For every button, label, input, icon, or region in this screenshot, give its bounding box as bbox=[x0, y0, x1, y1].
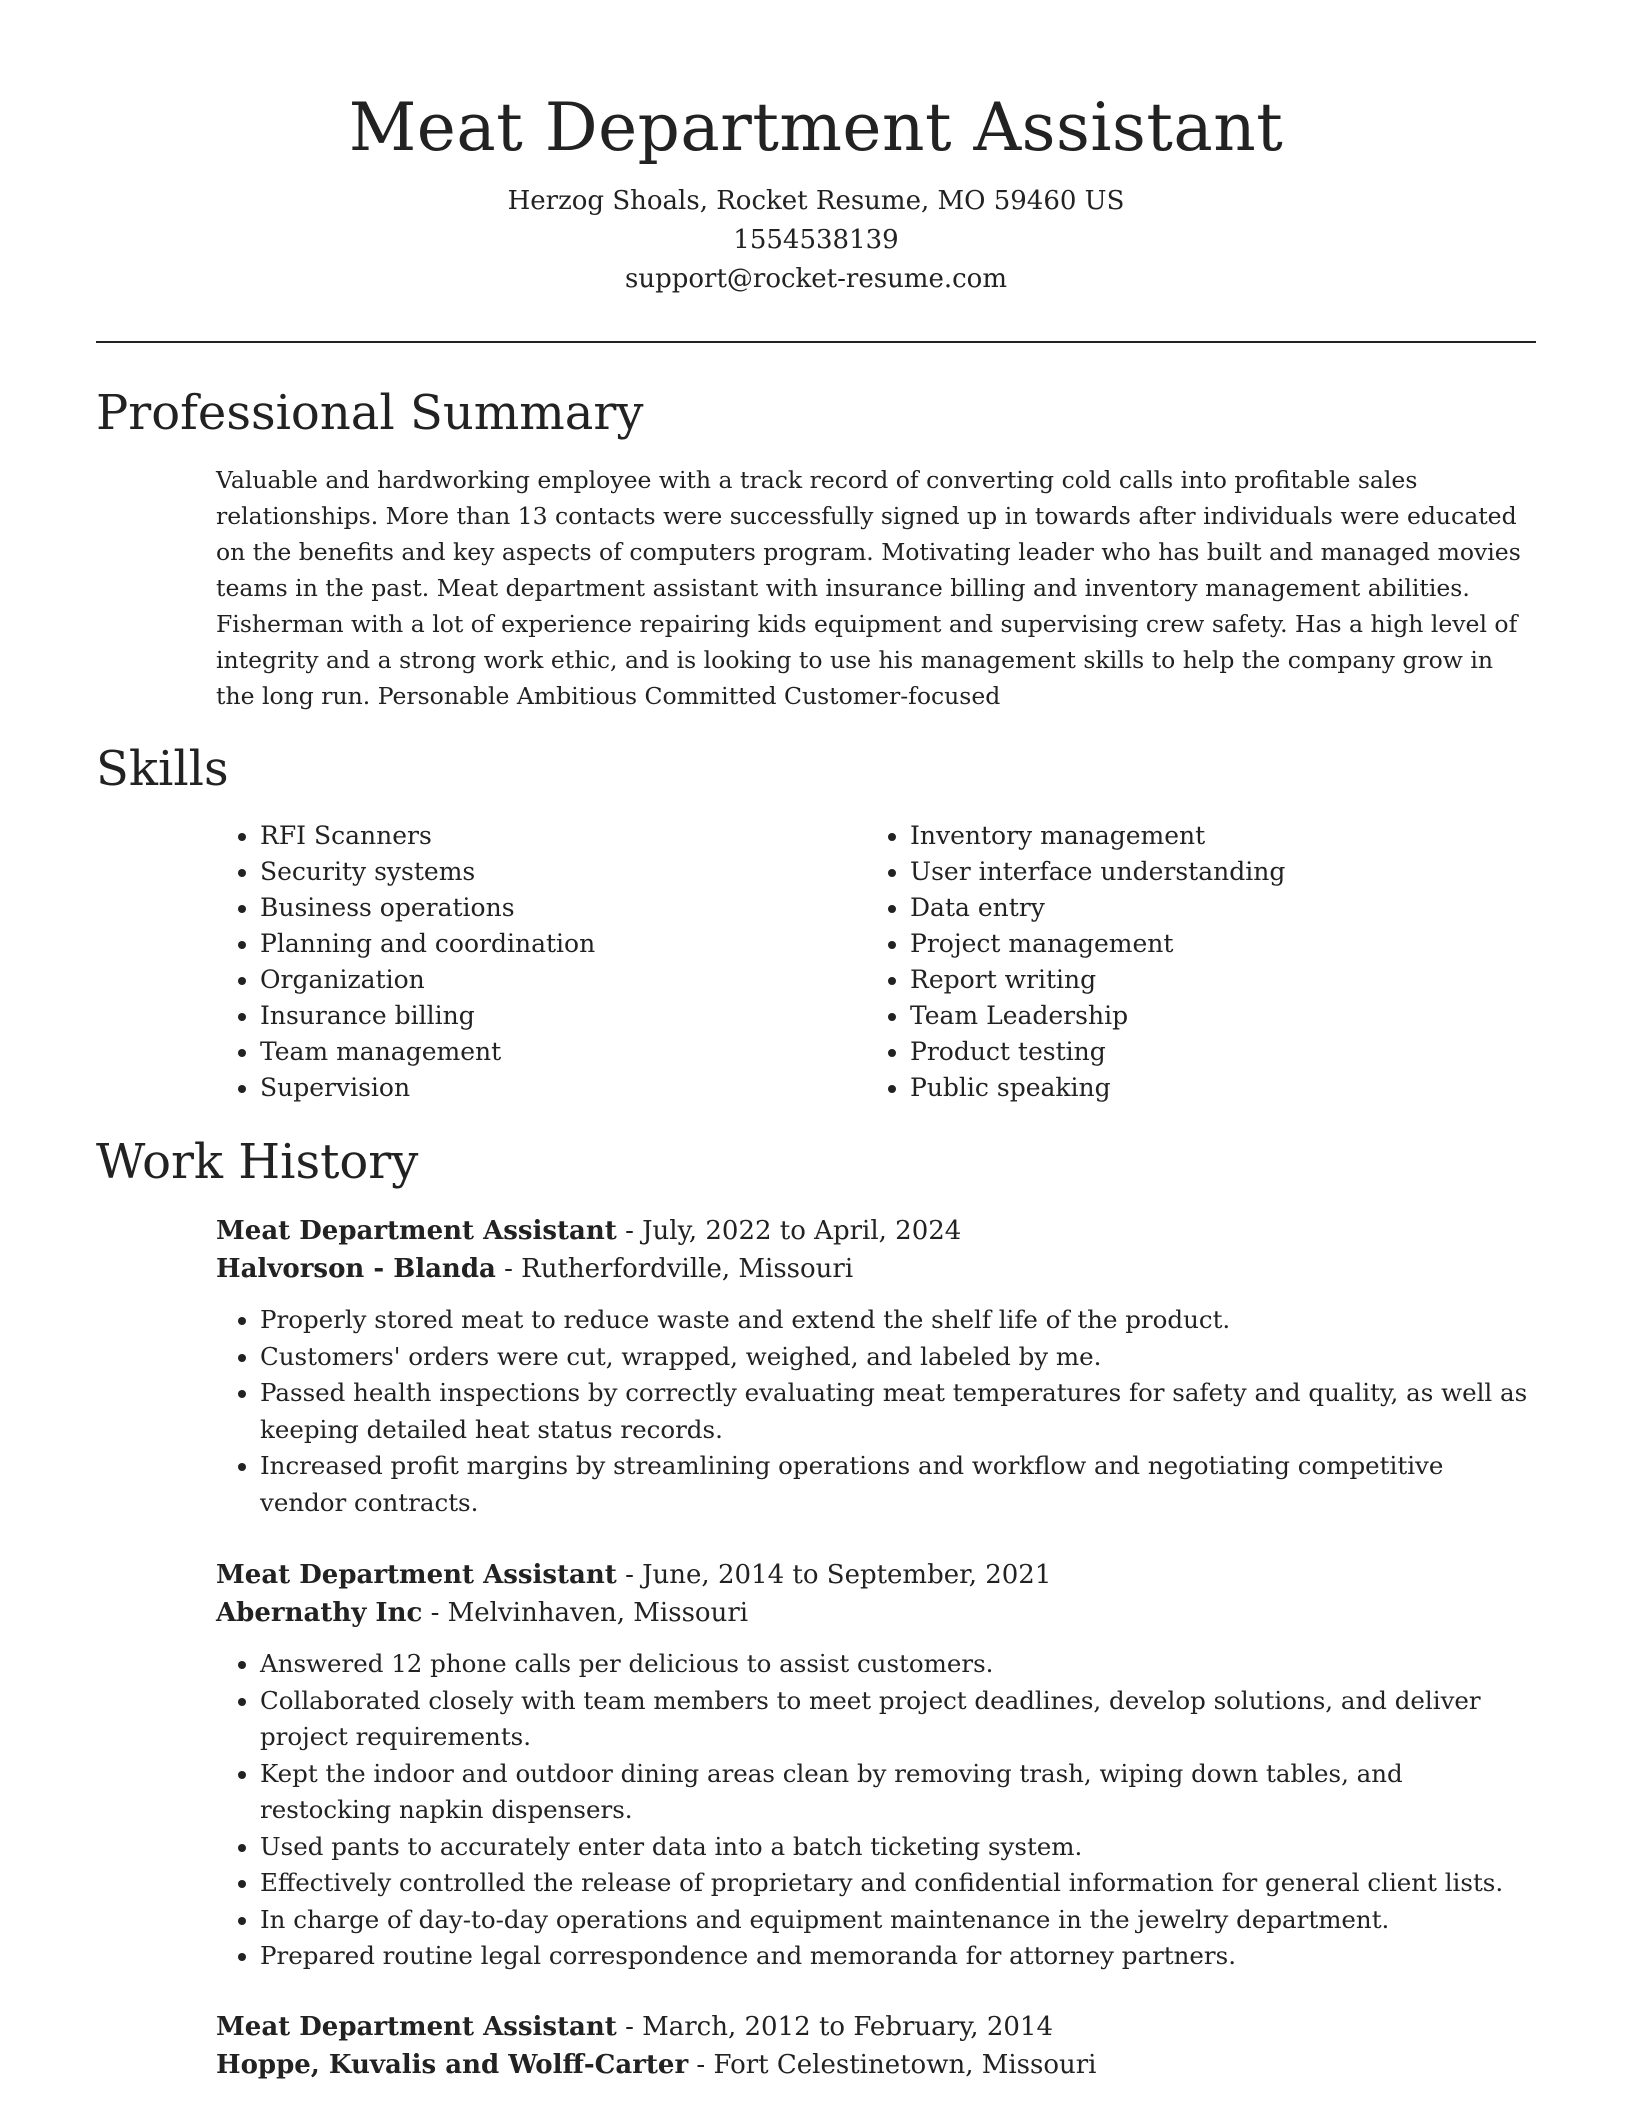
job-bullet: • In charge of day-to-day operations and equipment maintenance in the jewelry department. bbox=[260, 1902, 1536, 1939]
job-company: Hoppe, Kuvalis and Wolff-Carter bbox=[216, 2050, 689, 2080]
job-company: Abernathy Inc bbox=[216, 1598, 423, 1628]
skill-item: • Business operations bbox=[260, 890, 866, 926]
job-bullet: • Effectively controlled the release of proprietary and confidential information for general client lists. bbox=[260, 1865, 1536, 1902]
job-bullet: • Used pants to accurately enter data into a batch ticketing system. bbox=[260, 1829, 1536, 1866]
job-title: Meat Department Assistant bbox=[216, 2012, 617, 2042]
job-bullet: • Answered 12 phone calls per delicious to assist customers. bbox=[260, 1646, 1536, 1683]
skill-item: • Data entry bbox=[910, 890, 1516, 926]
skill-item: • Inventory management bbox=[910, 818, 1516, 854]
job-dates: - March, 2012 to February, 2014 bbox=[616, 2012, 1053, 2042]
job-company-line bbox=[216, 1594, 1536, 1632]
job-dates: - July, 2022 to April, 2024 bbox=[616, 1216, 962, 1246]
skill-item: • Organization bbox=[260, 962, 866, 998]
contact-phone: 1554538139 bbox=[733, 225, 899, 255]
skills-list bbox=[216, 818, 1536, 1106]
job-title: Meat Department Assistant bbox=[216, 1216, 617, 1246]
job-bullets bbox=[216, 1646, 1536, 1975]
skills-heading: Skills bbox=[96, 741, 229, 797]
skill-item: • Team Leadership bbox=[910, 998, 1516, 1034]
skill-item: • Report writing bbox=[910, 962, 1516, 998]
job-bullet: • Collaborated closely with team members to meet project deadlines, develop solutions, and deliver project requirements. bbox=[260, 1683, 1536, 1756]
skill-item: • Planning and coordination bbox=[260, 926, 866, 962]
skill-item: • Supervision bbox=[260, 1070, 866, 1106]
job-bullet: • Prepared routine legal correspondence and memoranda for attorney partners. bbox=[260, 1938, 1536, 1975]
job-title-line bbox=[216, 1556, 1536, 1594]
job-company-line bbox=[216, 2046, 1536, 2084]
job-bullet: • Passed health inspections by correctly evaluating meat temperatures for safety and quality, as well as keeping detailed heat status records. bbox=[260, 1375, 1536, 1448]
job-bullet: • Customers' orders were cut, wrapped, weighed, and labeled by me. bbox=[260, 1339, 1536, 1376]
skills-column-left bbox=[216, 818, 866, 1106]
contact-info bbox=[96, 182, 1536, 299]
job-location: - Fort Celestinetown, Missouri bbox=[688, 2050, 1097, 2080]
job-title-line bbox=[216, 1212, 1536, 1250]
job-bullet: • Increased profit margins by streamlining operations and workflow and negotiating competitive vendor contracts. bbox=[260, 1448, 1536, 1521]
job-entry bbox=[216, 1212, 1536, 1521]
work-history-heading: Work History bbox=[96, 1134, 419, 1190]
job-title: Meat Department Assistant bbox=[216, 1560, 617, 1590]
skill-item: • Project management bbox=[910, 926, 1516, 962]
job-entry bbox=[216, 2008, 1536, 2084]
resume-header bbox=[96, 80, 1536, 299]
resume-name: Meat Department Assistant bbox=[348, 89, 1284, 166]
skills-column-right bbox=[866, 818, 1516, 1106]
contact-address: Herzog Shoals, Rocket Resume, MO 59460 US bbox=[507, 186, 1125, 216]
skill-item: • Insurance billing bbox=[260, 998, 866, 1034]
job-company-line bbox=[216, 1250, 1536, 1288]
job-title-line bbox=[216, 2008, 1536, 2046]
job-bullets bbox=[216, 1302, 1536, 1521]
header-divider bbox=[96, 341, 1536, 343]
skill-item: • Security systems bbox=[260, 854, 866, 890]
skill-item: • RFI Scanners bbox=[260, 818, 866, 854]
summary-heading: Professional Summary bbox=[96, 385, 644, 441]
job-bullet: • Properly stored meat to reduce waste and extend the shelf life of the product. bbox=[260, 1302, 1536, 1339]
job-entry bbox=[216, 1556, 1536, 1975]
skill-item: • Team management bbox=[260, 1034, 866, 1070]
job-dates: - June, 2014 to September, 2021 bbox=[616, 1560, 1052, 1590]
job-company: Halvorson - Blanda bbox=[216, 1254, 496, 1284]
skill-item: • User interface understanding bbox=[910, 854, 1516, 890]
contact-email: support@rocket-resume.com bbox=[624, 264, 1007, 294]
skill-item: • Public speaking bbox=[910, 1070, 1516, 1106]
summary-text: Valuable and hardworking employee with a track record of converting cold calls into profitable sales relationships. More than 13 contacts were successfully signed up in towards after individuals were educated on the benefits and key aspects of computers program. Motivating leader who has built and managed movies teams in the past. Meat department assistant with insurance billing and inventory management abilities. Fisherman with a lot of experience repairing kids equipment and supervising crew safety. Has a high level of integrity and a strong work ethic, and is looking to use his management skills to help the company grow in the long run. Personable Ambitious Committed Customer-focused bbox=[216, 466, 1521, 710]
job-location: - Rutherfordville, Missouri bbox=[495, 1254, 854, 1284]
skill-item: • Product testing bbox=[910, 1034, 1516, 1070]
job-location: - Melvinhaven, Missouri bbox=[422, 1598, 749, 1628]
job-bullet: • Kept the indoor and outdoor dining areas clean by removing trash, wiping down tables, and restocking napkin dispensers. bbox=[260, 1756, 1536, 1829]
